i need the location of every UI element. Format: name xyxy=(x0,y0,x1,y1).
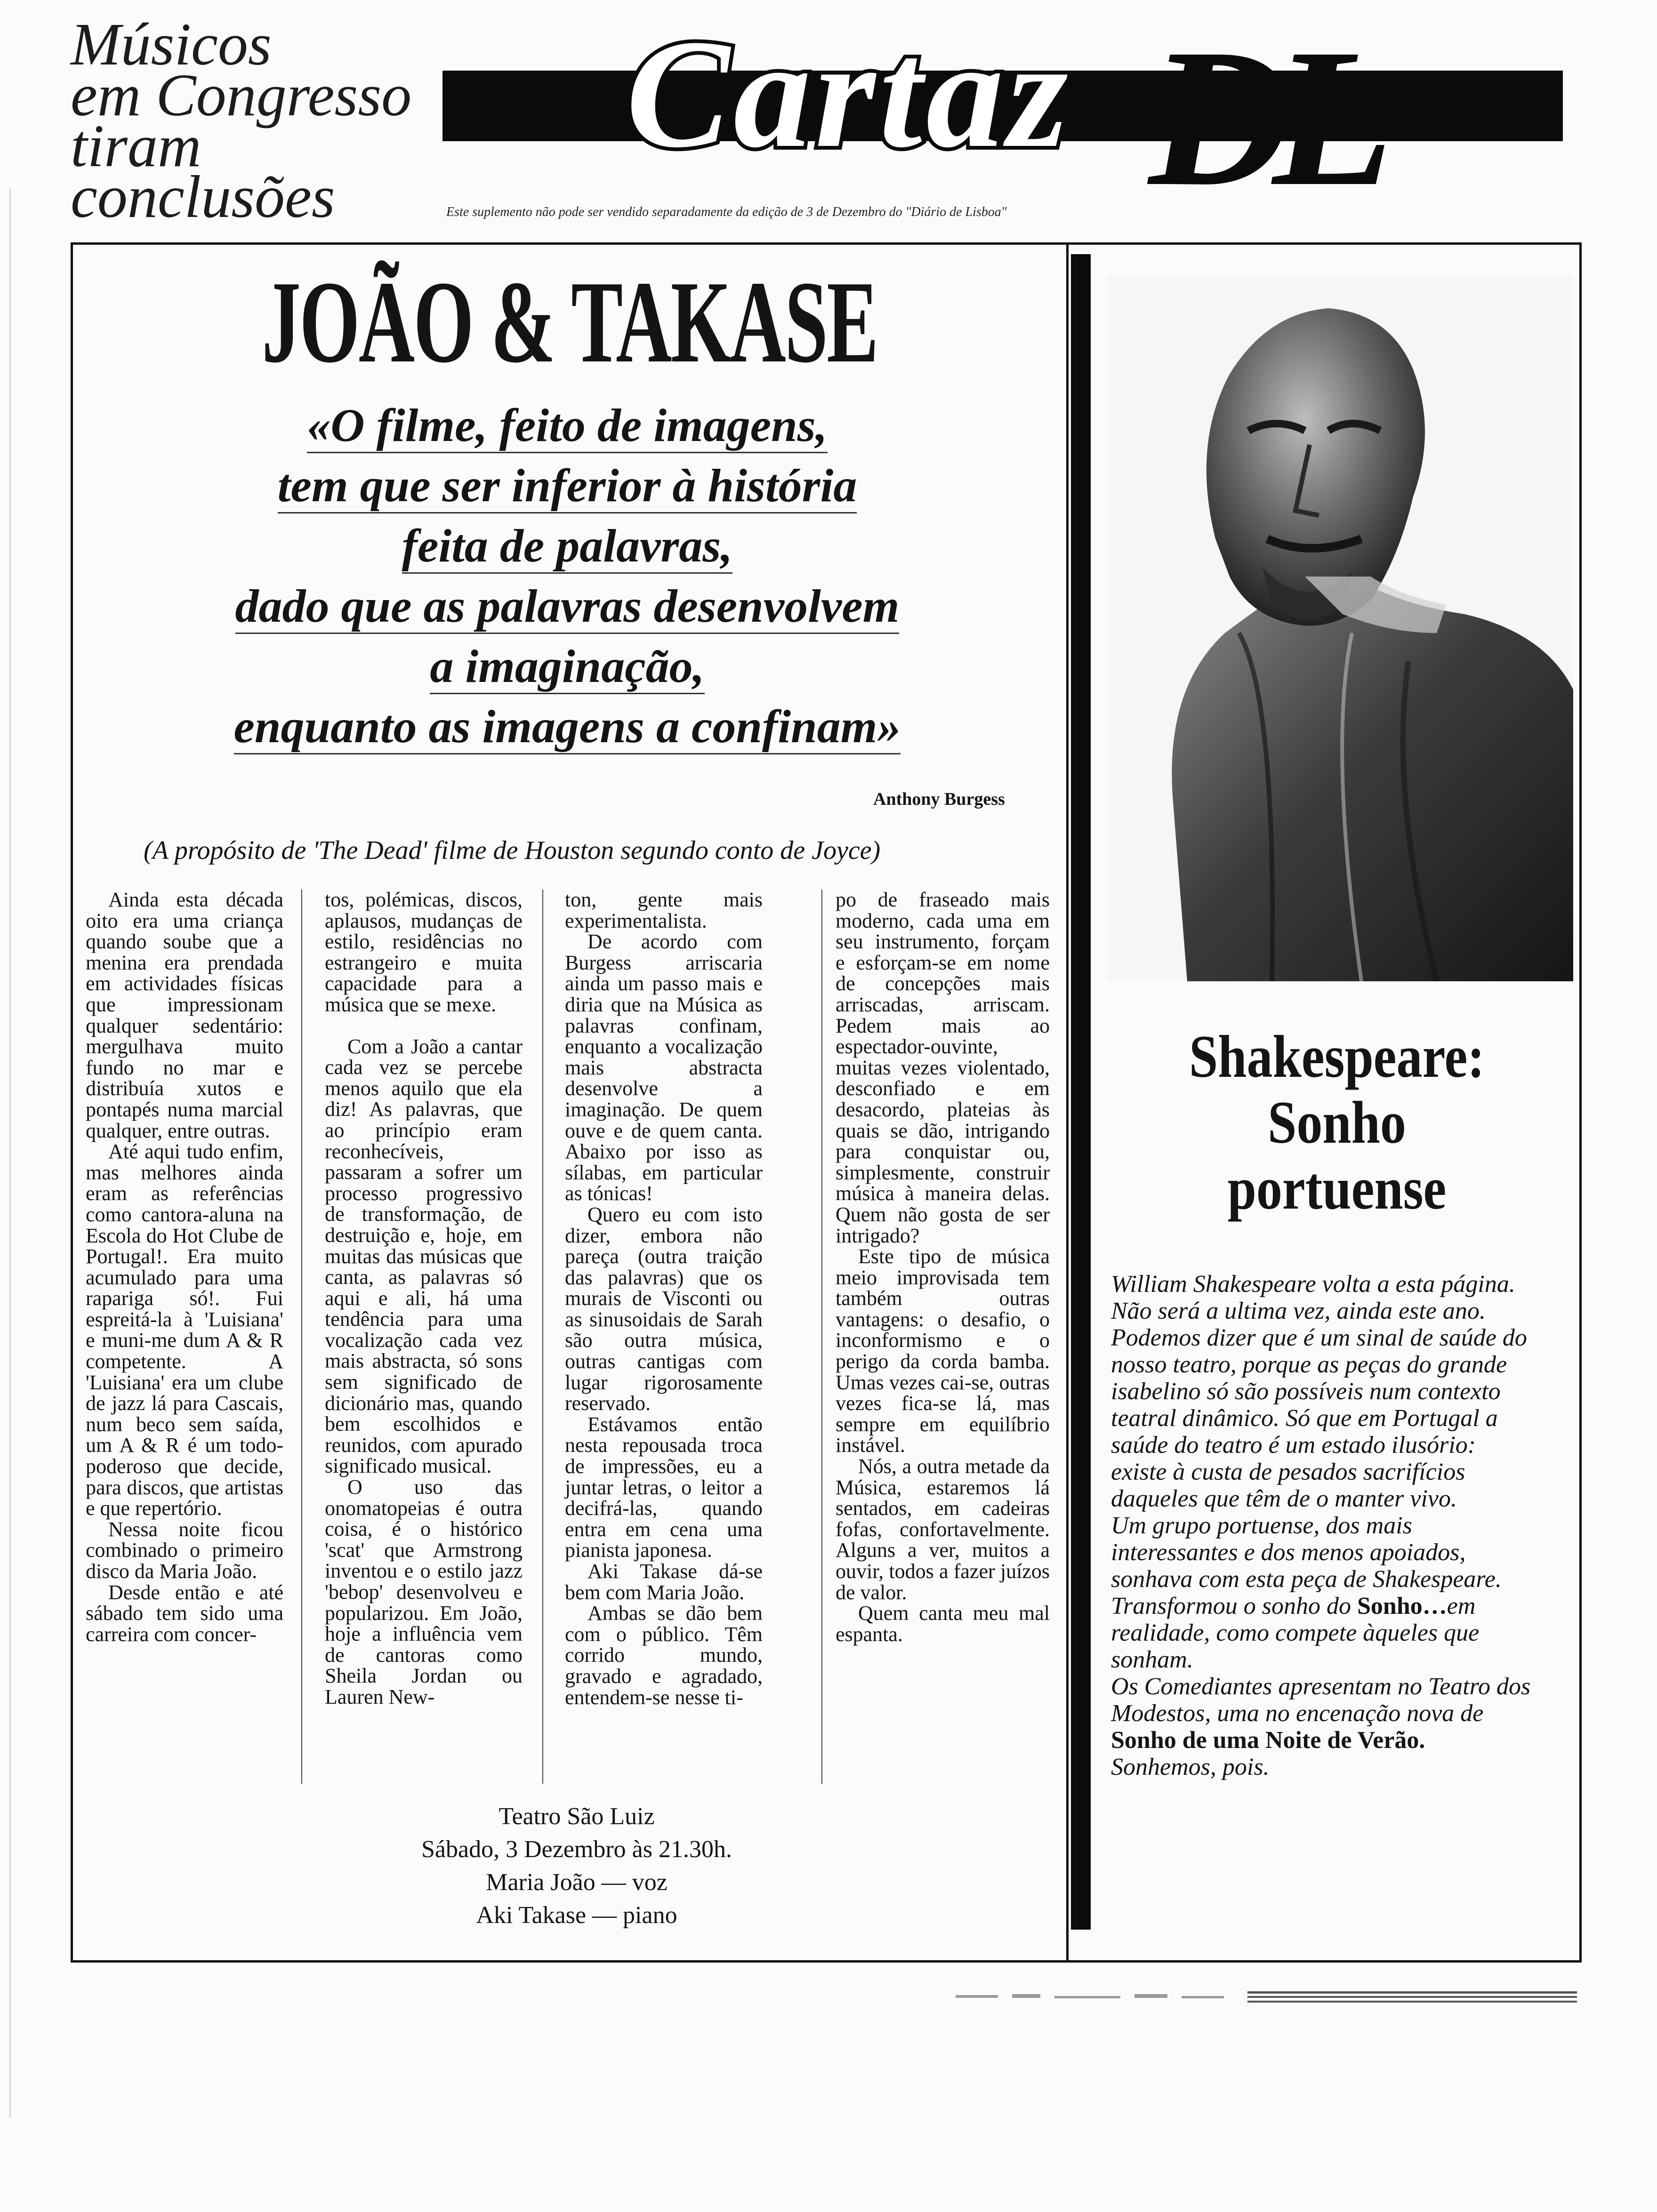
emphasis: Sonho de uma Noite de Verão. xyxy=(1111,1727,1425,1754)
right-title-line: portuense xyxy=(1227,1155,1447,1222)
paragraph: po de fraseado mais moderno, cada uma em seu instrumento, forçam e esforçam-se em nome de concepções mais arriscadas, arriscam. Pedem mais ao espectador-ouvinte, muitas vezes violentado, desconfiado e em desacordo, plateias às quais se dão, intrigando para conquistar ou, simplesmente, construir música à maneira delas. Quem não gosta de ser intrigado? xyxy=(836,888,1050,1247)
event-venue: Teatro São Luiz xyxy=(499,1803,655,1830)
paragraph: ton, gente mais experimentalista. xyxy=(565,888,763,932)
side-headline xyxy=(71,11,447,230)
paragraph: Quem canta meu mal espanta. xyxy=(836,1602,1050,1646)
quote-line: feita de palavras, xyxy=(179,516,956,576)
paragraph: Um grupo portuense, dos mais interessantes e dos menos apoiados, sonhava com esta peça de Shakespeare. xyxy=(1111,1512,1502,1593)
shakespeare-bust-photo xyxy=(1107,275,1573,981)
event-performer: Aki Takase — piano xyxy=(476,1902,677,1929)
quote-line: tem que ser inferior à história xyxy=(179,456,956,516)
paragraph: Este tipo de música meio improvisada tem também outras vantagens: o desafio, o inconformismo e o perigo da corda bamba. Umas vezes cai-se, outras vezes fica-se lá, mas sempre em equilíbrio instável. xyxy=(836,1245,1050,1457)
emphasis: Sonho… xyxy=(1357,1593,1447,1619)
text-column-2 xyxy=(325,890,523,1708)
scan-margin-line xyxy=(9,188,11,2118)
dl-logo: DL xyxy=(1149,8,1375,227)
right-title-line: Shakespeare: xyxy=(1189,1023,1485,1090)
side-headline-line: tiram xyxy=(71,112,201,179)
side-headline-line: em Congresso xyxy=(71,62,412,128)
article-title: JOÃO & TAKASE xyxy=(262,257,877,387)
right-title-line: Sonho xyxy=(1268,1089,1406,1156)
paragraph: Até aqui tudo enfim, mas melhores ainda eram as referências como cantora-aluna na Escola do Hot Clube de Portugal!. Era muito acumulado para uma rapariga só!. Fui espreitá-la à 'Luisiana' e muni-me dum A & R competente. A 'Luisiana' era um clube de jazz lá para Cascais, num beco sem saída, um A & R é um todo-poderoso que decide, para discos, que artistas e que repertório. xyxy=(86,1140,283,1520)
paragraph: Desde então e até sábado tem sido uma carreira com concer- xyxy=(86,1580,283,1646)
paragraph: William Shakespeare volta a esta página. Não será a ultima vez, ainda este ano. xyxy=(1111,1271,1515,1324)
paragraph: O uso das onomatopeias é outra coisa, é o histórico 'scat' que Armstrong inventou e o estilo jazz 'bebop' desenvolveu e popularizou. Em João, hoje a influência vem de cantoras como Sheila Jordan ou Lauren New- xyxy=(325,1475,523,1708)
paragraph: Estávamos então nesta repousada troca de impressões, eu a juntar letras, o leitor a decifrá-las, quando entra em cena uma pianista japonesa. xyxy=(565,1412,763,1562)
paragraph: Com a João a cantar cada vez se percebe menos aquilo que ela diz! As palavras, que ao princípio eram reconhecíveis, passaram a sofrer um processo progressivo de transformação, de destruição e, hoje, em muitas das músicas que canta, as palavras só aqui e ali, há uma tendência para uma vocalização cada vez mais abstracta, só sons sem significado de dicionário mas, quando bem escolhidos e reunidos, com apurado significado musical. xyxy=(325,1034,523,1478)
quote-attribution: Anthony Burgess xyxy=(873,789,1005,809)
pull-quote xyxy=(179,395,956,757)
paragraph: Ambas se dão bem com o público. Têm corrido mundo, gravado e agradado, entendem-se nesse ti- xyxy=(565,1602,763,1709)
paragraph: tos, polémicas, discos, aplausos, mudanças de estilo, residências no estrangeiro e muita capacidade para a música que se mexe. xyxy=(325,888,523,1016)
paragraph: Nessa noite ficou combinado o primeiro disco da Maria João. xyxy=(86,1517,283,1583)
column-rule xyxy=(542,890,543,1784)
quote-line: a imaginação, xyxy=(179,636,956,697)
scan-noise-strip xyxy=(956,1988,1577,2007)
column-rule xyxy=(301,890,302,1784)
supplement-disclaimer: Este suplemento não pode ser vendido separadamente da edição de 3 de Dezembro do "Diário de Lisboa" xyxy=(446,205,1007,219)
text-column-3 xyxy=(565,890,763,1708)
article-subtitle: (A propósito de 'The Dead' filme de Houston segundo conto de Joyce) xyxy=(144,836,881,865)
paragraph: Aki Takase dá-se bem com Maria João. xyxy=(565,1560,763,1604)
paragraph: Ainda esta década oito era uma criança quando soube que a menina era prendada em actividades físicas que impressionam qualquer sedentário: mergulhava muito fundo no mar e distribuía xutos e pontapés numa marcial qualquer, entre outras. xyxy=(86,888,283,1142)
event-performer: Maria João — voz xyxy=(486,1869,668,1896)
paragraph: Podemos dizer que é um sinal de saúde do nosso teatro, porque as peças do grande isabelino só são possíveis num contexto teatral dinâmico. Só que em Portugal a saúde do teatro é um estado ilusório: existe à custa de pesados sacrifícios daqueles que têm de o manter vivo. xyxy=(1111,1324,1527,1512)
side-headline-line: conclusões xyxy=(71,163,335,230)
event-date: Sábado, 3 Dezembro às 21.30h. xyxy=(421,1836,732,1863)
column-rule xyxy=(821,890,822,1784)
quote-line: «O filme, feito de imagens, xyxy=(179,395,956,456)
quote-line: dado que as palavras desenvolvem xyxy=(179,576,956,636)
right-article-body xyxy=(1111,1271,1535,1780)
quote-line: enquanto as imagens a confinam» xyxy=(179,697,956,757)
side-headline-line: Músicos xyxy=(71,11,272,78)
paragraph: Transformou o sonho do Sonho…em realidade, como compete àqueles que sonham. xyxy=(1111,1593,1480,1673)
masthead-title: Cartaz xyxy=(626,8,1072,180)
paragraph: Nós, a outra metade da Música, estaremos lá sentados, em cadeiras fofas, confortavelmente. Alguns a ver, muitos a ouvir, todos a fazer juízos de valor. xyxy=(836,1455,1050,1604)
paragraph: Quero eu com isto dizer, embora não pareça (outra traição das palavras) que os murais de Visconti ou as sinusoidais de Sarah são outra música, outras cantigas com lugar rigorosamente reservado. xyxy=(565,1202,763,1415)
text-column-4 xyxy=(836,890,1050,1645)
thick-vertical-rule xyxy=(1071,254,1091,1930)
event-info xyxy=(306,1800,847,1932)
paragraph: De acordo com Burgess arriscaria ainda um passo mais e diria que na Música as palavras confinam, enquanto a vocalização mais abstracta desenvolve a imaginação. De quem ouve e de quem canta. Abaixo por isso as sílabas, em particular as tónicas! xyxy=(565,930,763,1205)
right-article-title xyxy=(1126,1024,1547,1221)
paragraph: Os Comediantes apresentam no Teatro dos Modestos, uma no encenação nova de Sonho de uma Noite de Verão. Sonhemos, pois. xyxy=(1111,1673,1531,1780)
text-column-1 xyxy=(86,890,283,1645)
